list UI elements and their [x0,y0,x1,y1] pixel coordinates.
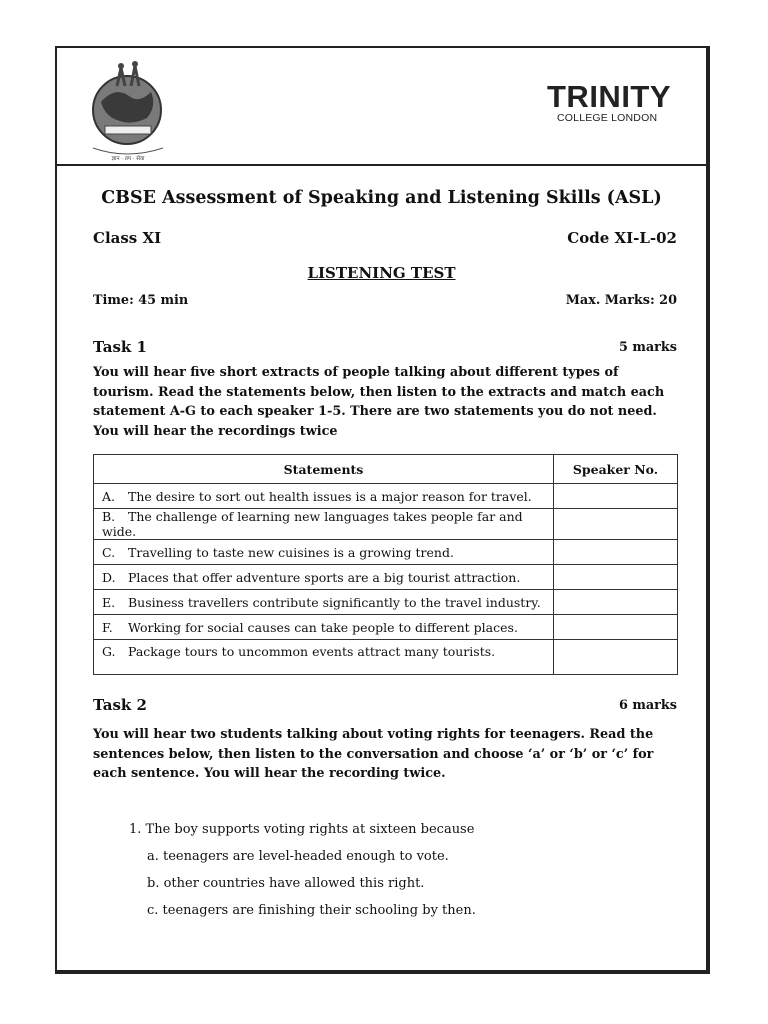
table-row [94,590,678,615]
code-label: Code XI-L-02 [567,229,677,247]
statement-text: Working for social causes can take people to different places. [128,619,518,635]
svg-text:ज्ञान · तप · सेवा: ज्ञान · तप · सेवा [111,156,145,162]
statement-cell [94,590,554,615]
task1-heading: Task 1 [93,338,147,356]
statement-cell [94,640,554,675]
table-header-row [94,455,678,484]
question-stem: 1. The boy supports voting rights at sixteen because [129,822,475,837]
answer-option-b[interactable]: b. other countries have allowed this right. [147,876,425,891]
speaker-number-cell[interactable] [554,640,678,675]
speaker-number-cell[interactable] [554,484,678,509]
page-header [57,48,706,166]
statements-table [93,454,678,675]
task1-marks: 5 marks [618,340,677,355]
statement-cell [94,484,554,509]
statement-letter: A. [102,488,116,504]
statements-column-header: Statements [94,455,554,484]
statement-cell [94,615,554,640]
statement-text: The challenge of learning new languages takes people far and wide. [102,509,523,539]
table-row [94,615,678,640]
answer-option-c[interactable]: c. teenagers are finishing their schooling by then. [147,903,476,918]
statement-letter: E. [102,594,116,610]
cbse-emblem-logo [87,56,169,164]
task2-instructions: You will hear two students talking about voting rights for teenagers. Read the sentences below, then listen to the conversation and choose ‘a’ or ‘b’ or ‘c’ for each sentence. You will hear the recording twice. [93,727,654,781]
task1-instructions: You will hear five short extracts of people talking about different types of tourism. Read the statements below, then listen to the extracts and match each statement A-G to each speaker 1-5. There are two statements you do not need. You will hear the recordings twice [93,365,665,439]
statement-letter: G. [102,644,116,659]
trinity-logo-name: TRINITY [547,79,672,114]
answer-option-a[interactable]: a. teenagers are level-headed enough to vote. [147,849,449,864]
speaker-number-cell[interactable] [554,509,678,540]
class-label: Class XI [93,229,162,247]
table-row [94,640,678,675]
time-label: Time: 45 min [93,293,189,308]
statement-cell [94,540,554,565]
trinity-logo-subtitle: COLLEGE LONDON [557,112,658,124]
statement-text: Places that offer adventure sports are a big tourist attraction. [128,569,521,585]
statement-letter: F. [102,619,113,635]
max-marks-label: Max. Marks: 20 [565,293,677,308]
statement-text: Business travellers contribute significantly to the travel industry. [128,594,541,610]
statement-cell [94,509,554,540]
page-border [55,46,710,974]
speaker-column-header: Speaker No. [554,455,678,484]
statement-text: Package tours to uncommon events attract many tourists. [128,644,496,659]
statement-text: The desire to sort out health issues is a major reason for travel. [128,488,532,504]
test-title: LISTENING TEST [307,264,456,282]
task2-marks: 6 marks [618,698,677,713]
page-title: CBSE Assessment of Speaking and Listening Skills (ASL) [101,188,662,208]
table-row [94,509,678,540]
header-divider [57,164,706,166]
speaker-number-cell[interactable] [554,590,678,615]
statement-cell [94,565,554,590]
table-row [94,484,678,509]
statement-text: Travelling to taste new cuisines is a growing trend. [128,544,454,560]
speaker-number-cell[interactable] [554,540,678,565]
trinity-logo [547,79,692,124]
statement-letter: C. [102,544,116,560]
speaker-number-cell[interactable] [554,615,678,640]
speaker-number-cell[interactable] [554,565,678,590]
table-row [94,565,678,590]
task2-heading: Task 2 [93,696,147,714]
statement-letter: B. [102,509,116,524]
table-row [94,540,678,565]
statement-letter: D. [102,569,116,585]
